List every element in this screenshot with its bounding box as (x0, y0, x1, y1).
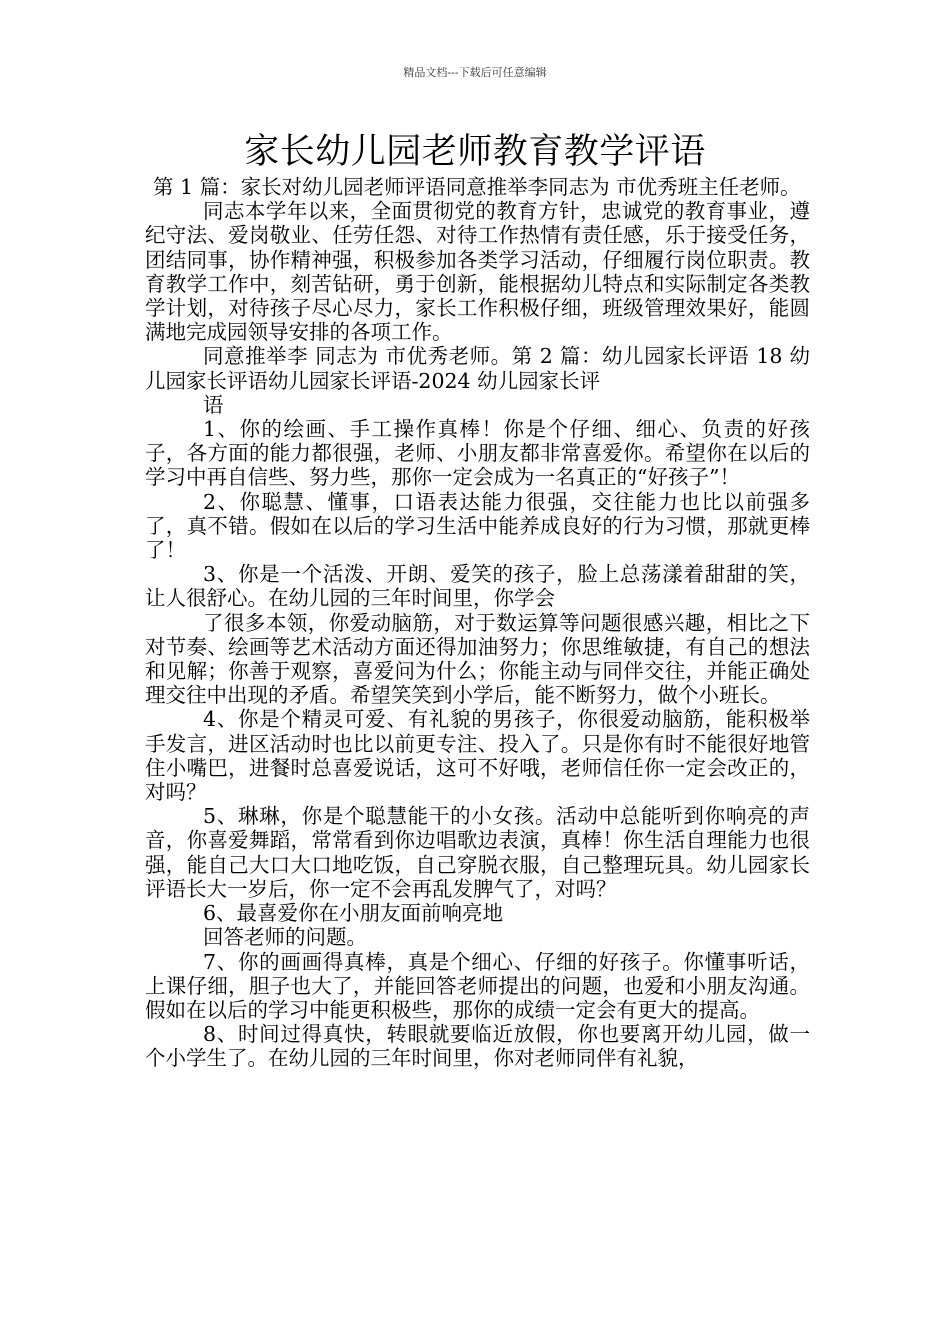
comment-3: 3、你是一个活泼、开朗、爱笑的孩子，脸上总荡漾着甜甜的笑，让人很舒心。在幼儿园的三年时间里，你学会 (145, 562, 810, 611)
comment-1: 1、你的绘画、手工操作真棒！你是个仔细、细心、负责的好孩子，各方面的能力都很强，老师、小朋友都非常喜爱你。希望你在以后的学习中再自信些、努力些，那你一定会成为一名真正的“好孩子”！ (145, 417, 810, 490)
comment-4: 4、你是个精灵可爱、有礼貌的男孩子，你很爱动脑筋，能积极举手发言，进区活动时也比以前更专注、投入了。只是你有时不能很好地管住小嘴巴，进餐时总喜爱说话，这可不好哦，老师信任你一定会改正的，对吗？ (145, 707, 810, 805)
document-body (145, 175, 810, 1071)
comment-8: 8、时间过得真快，转眼就要临近放假，你也要离开幼儿园，做一个小学生了。在幼儿园的三年时间里，你对老师同伴有礼貌， (145, 1022, 810, 1071)
header-note: 精品文档---下载后可任意编辑 (403, 66, 547, 79)
paragraph-1: 第 1 篇：家长对幼儿园老师评语同意推举李同志为 市优秀班主任老师。 (153, 175, 801, 199)
comment-7: 7、你的画画得真棒，真是个细心、仔细的好孩子。你懂事听话，上课仔细，胆子也大了，并能回答老师提出的问题，也爱和小朋友沟通。假如在以后的学习中能更积极些，那你的成绩一定会有更大的提高。 (145, 949, 810, 1022)
comment-6: 6、最喜爱你在小朋友面前响亮地 (203, 901, 504, 926)
comment-6-continued: 回答老师的问题。 (203, 925, 367, 950)
comment-5: 5、琳琳，你是个聪慧能干的小女孩。活动中总能听到你响亮的声音，你喜爱舞蹈，常常看到你边唱歌边表演，真棒！你生活自理能力也很强，能自己大口大口地吃饭，自己穿脱衣服，自己整理玩具。幼儿园家长评语长大一岁后，你一定不会再乱发脾气了，对吗？ (145, 804, 810, 901)
paragraph-3: 同意推举李 同志为 市优秀老师。第 2 篇：幼儿园家长评语 18 幼儿园家长评语幼儿园家长评语-2024 幼儿园家长评 (145, 344, 810, 393)
paragraph-4: 语 (203, 392, 224, 417)
comment-2: 2、你聪慧、懂事，口语表达能力很强，交往能力也比以前强多了，真不错。假如在以后的学习生活中能养成良好的行为习惯，那就更棒了！ (145, 489, 810, 563)
document-title: 家长幼儿园老师教育教学评语 (244, 132, 706, 172)
paragraph-2: 同志本学年以来，全面贯彻党的教育方针，忠诚党的教育事业，遵纪守法、爱岗敬业、任劳任怨、对待工作热情有责任感，乐于接受任务，团结同事，协作精神强，积极参加各类学习活动，仔细履行岗位职责。教育教学工作中，刻苦钻研，勇于创新，能根据幼儿特点和实际制定各类教学计划，对待孩子尽心尽力，家长工作积极仔细，班级管理效果好，能圆满地完成园领导安排的各项工作。 (145, 199, 810, 345)
comment-3-continued: 了很多本领，你爱动脑筋，对于数运算等问题很感兴趣，相比之下对节奏、绘画等艺术活动方面还得加油努力；你思维敏捷，有自己的想法和见解；你善于观察，喜爱问为什么；你能主动与同伴交往，并能正确处理交往中出现的矛盾。希望笑笑到小学后，能不断努力，做个小班长。 (145, 610, 810, 708)
